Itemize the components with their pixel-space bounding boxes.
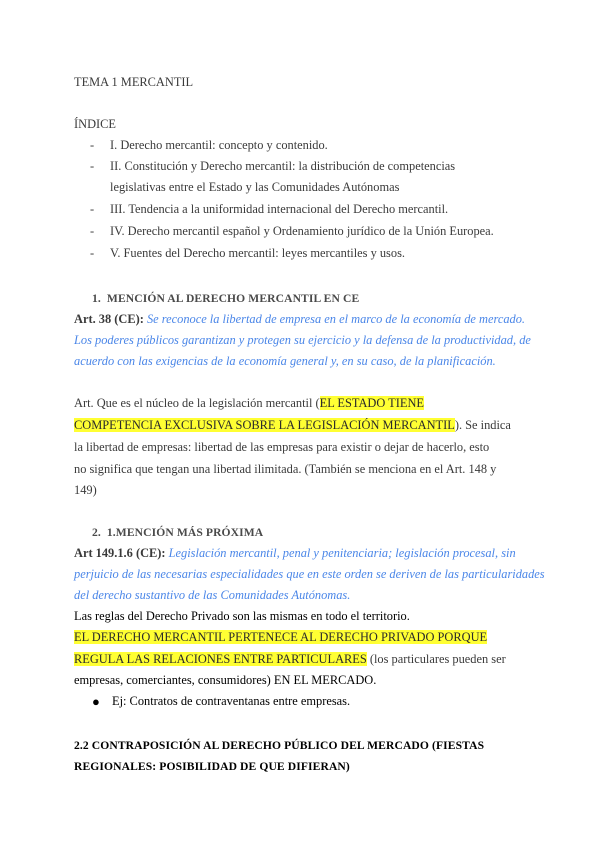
article-quote: Se reconoce la libertad de empresa en el marco de la economía de mercado. (146, 312, 525, 326)
article-quote: perjuicio de las necesarias especialidades que en este orden se deriven de las particularidades (74, 567, 545, 581)
dash-marker: - (90, 138, 95, 152)
index-item-text: IV. Derecho mercantil español y Ordenamiento jurídico de la Unión Europea. (110, 224, 494, 238)
section-heading-text: 1.MENCIÓN MÁS PRÓXIMA (106, 526, 264, 539)
art149-line1 (74, 543, 534, 564)
highlighted-text: EL DERECHO MERCANTIL PERTENECE AL DERECHO PRIVADO PORQUE (74, 630, 488, 644)
article-quote: Los poderes públicos garantizan y protegen su ejercicio y la defensa de la productividad, de (74, 333, 531, 347)
highlighted-text: REGULA LAS RELACIONES ENTRE PARTICULARES (74, 652, 367, 666)
article-reference: Art. 38 (CE): (74, 312, 144, 326)
section-1-heading (92, 288, 552, 309)
paragraph-text: Art. Que es el núcleo de la legislación mercantil ( (74, 396, 320, 410)
bullet-text: Ej: Contratos de contraventanas entre empresas. (112, 694, 351, 708)
dash-marker: - (90, 159, 95, 173)
paragraph-text: Las reglas del Derecho Privado son las mismas en todo el territorio. (74, 609, 410, 623)
highlighted-text: EL ESTADO TIENE (319, 396, 424, 410)
section-2-heading (92, 522, 552, 543)
index-item-text: II. Constitución y Derecho mercantil: la distribución de competencias (110, 159, 456, 173)
section-number: 1. (92, 292, 101, 305)
paragraph-text: ). Se indica (454, 418, 511, 432)
dash-marker: - (90, 202, 95, 216)
paragraph-line (74, 415, 534, 436)
article-quote: acuerdo con las exigencias de la economía general y, en su caso, de la planificación. (74, 354, 496, 368)
paragraph-text: no significa que tengan una libertad ilimitada. (También se menciona en el Art. 148 y (74, 462, 497, 476)
article-quote: del derecho sustantivo de las Comunidades Autónomas. (74, 588, 351, 602)
bullet-marker: ● (92, 694, 100, 709)
paragraph-text: 149) (74, 483, 97, 497)
paragraph-text: empresas, comerciantes, consumidores) EN EL MERCADO. (74, 673, 377, 687)
article-quote: Legislación mercantil, penal y penitenciaria; legislación procesal, sin (168, 546, 516, 560)
dash-marker: - (90, 224, 95, 238)
section-number: 2. (92, 526, 101, 539)
paragraph-line (74, 649, 534, 670)
paragraph-text: (los particulares pueden ser (366, 652, 506, 666)
index-item-text: I. Derecho mercantil: concepto y contenido. (110, 138, 328, 152)
index-item-text: III. Tendencia a la uniformidad internacional del Derecho mercantil. (110, 202, 449, 216)
document-title: TEMA 1 MERCANTIL (74, 75, 194, 89)
index-label: ÍNDICE (74, 117, 116, 131)
section-2-2-heading: 2.2 CONTRAPOSICIÓN AL DERECHO PÚBLICO DEL MERCADO (FIESTAS (74, 739, 485, 752)
section-heading-text: MENCIÓN AL DERECHO MERCANTIL EN CE (106, 292, 360, 305)
dash-marker: - (90, 246, 95, 260)
paragraph-line (74, 627, 534, 648)
paragraph-line (74, 393, 534, 414)
index-item-text: V. Fuentes del Derecho mercantil: leyes mercantiles y usos. (110, 246, 405, 260)
highlighted-text: COMPETENCIA EXCLUSIVA SOBRE LA LEGISLACIÓN MERCANTIL (74, 418, 455, 432)
index-item-text: legislativas entre el Estado y las Comunidades Autónomas (110, 180, 400, 194)
paragraph-text: la libertad de empresas: libertad de las empresas para existir o dejar de hacerlo, esto (74, 440, 490, 454)
article-reference: Art 149.1.6 (CE): (74, 546, 166, 560)
art38-line1 (74, 309, 534, 330)
section-2-2-heading: REGIONALES: POSIBILIDAD DE QUE DIFIERAN) (74, 760, 350, 773)
